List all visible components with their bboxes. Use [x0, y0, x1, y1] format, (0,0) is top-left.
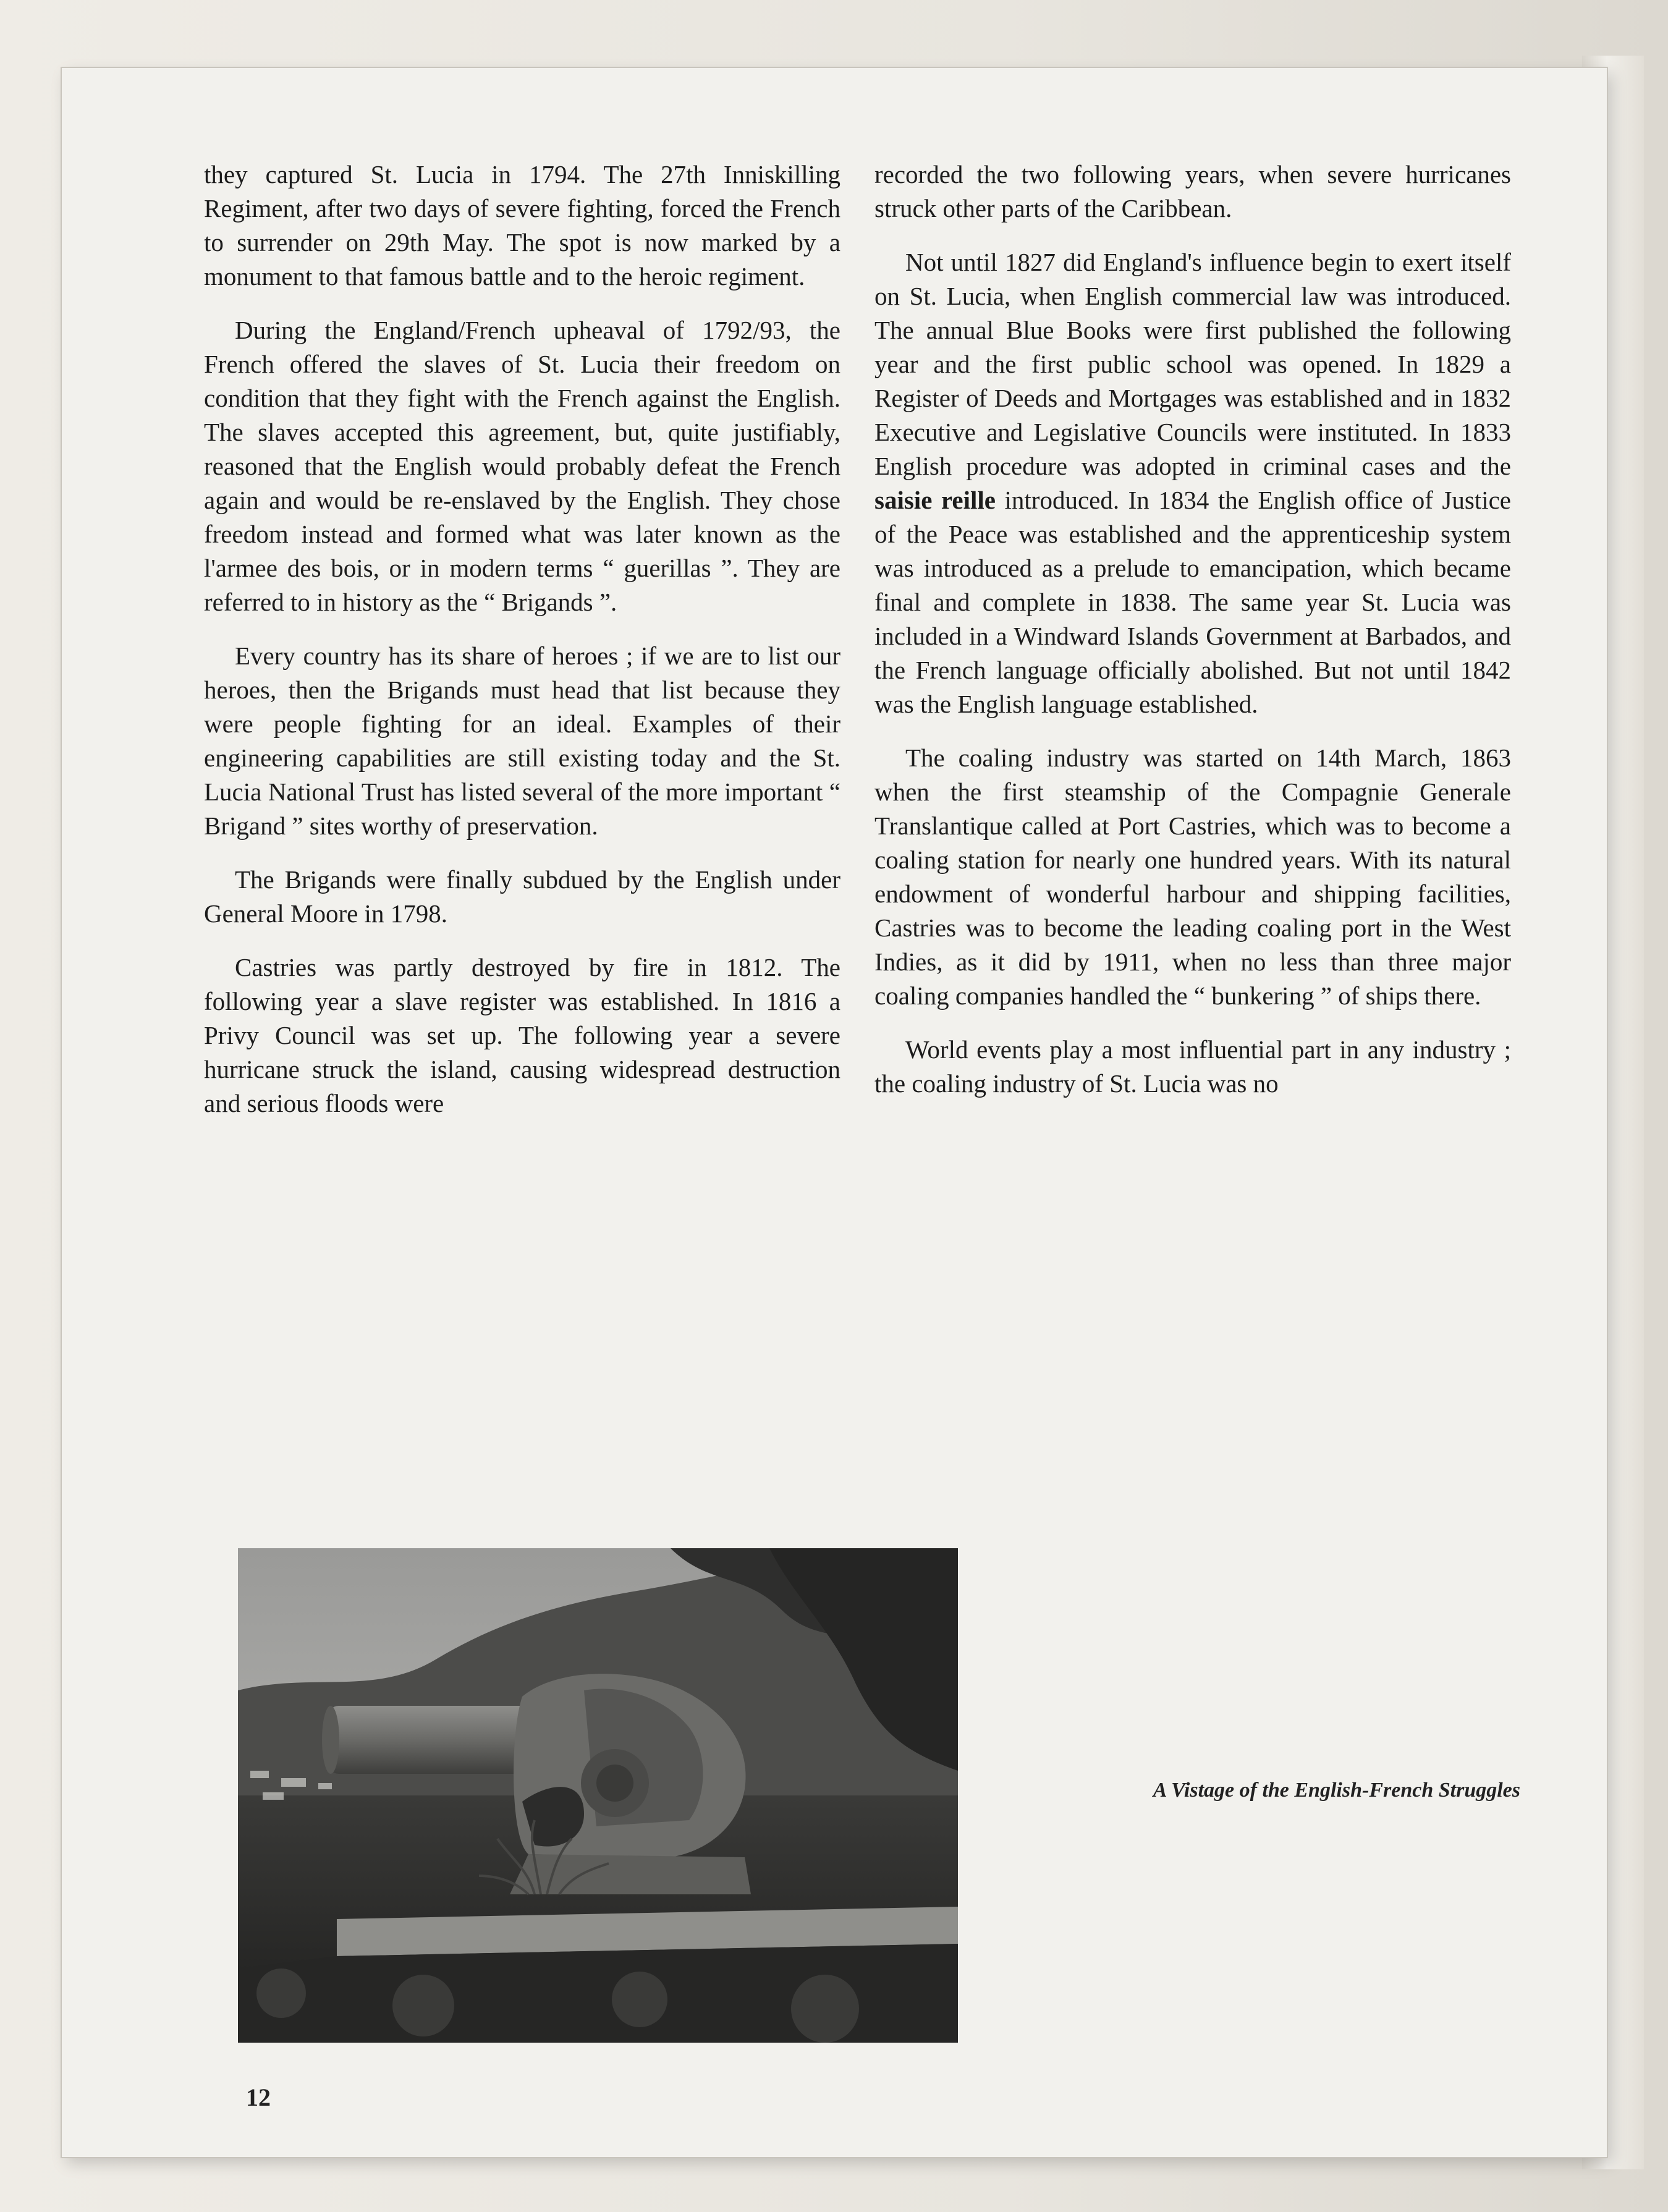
photo-caption: A Vistage of the English-French Struggles [1153, 1779, 1520, 1802]
paragraph: recorded the two following years, when severe hurricanes struck other parts of the Caribbean. [874, 160, 1511, 222]
left-column [204, 158, 840, 1140]
paragraph: they captured St. Lucia in 1794. The 27th Inniskilling Regiment, after two days of severe fighting, forced the French to surrender on 29th May. The spot is now marked by a monument to that famous battle and to the heroic regiment. [204, 160, 840, 290]
cannon-photo [238, 1548, 958, 2043]
paragraph: Not until 1827 did England's influence begin to exert itself on St. Lucia, when English commercial law was introduced. The annual Blue Books were first published the following year and the first public school was opened. In 1829 a Register of Deeds and Mortgages was established and in 1832 Executive and Legislative Councils were instituted. In 1833 English procedure was adopted in criminal cases and the saisie reille introduced. In 1834 the English office of Justice of the Peace was established and the apprenticeship system was introduced as a prelude to emancipation, which became final and complete in 1838. The same year St. Lucia was included in a Windward Islands Government at Barbados, and the French language officially abolished. But not until 1842 was the English language established. [874, 248, 1512, 718]
paragraph: The Brigands were finally subdued by the English under General Moore in 1798. [204, 865, 840, 928]
right-column [874, 158, 1511, 1121]
paragraph: During the England/French upheaval of 1792/93, the French offered the slaves of St. Lucia their freedom on condition that they fight with the French against the English. The slaves accepted this agreement, but, quite justifiably, reasoned that the English would probably defeat the French again and would be re-enslaved by the English. They chose freedom instead and formed what was later known as the l'armee des bois, or in modern terms “ guerillas ”. They are referred to in history as the “ Brigands ”. [204, 316, 840, 616]
page-number: 12 [246, 2083, 271, 2111]
cannon-photo-icon [238, 1548, 958, 2043]
paragraph: World events play a most influential part in any industry ; the coaling industry of St. Lucia was no [874, 1035, 1511, 1098]
bold-term: saisie reille [874, 486, 996, 514]
paragraph: Every country has its share of heroes ; if we are to list our heroes, then the Brigands must head that list because they were people fighting for an ideal. Examples of their engineering capabilities are still existing today and the St. Lucia National Trust has listed several of the more important “ Brigand ” sites worthy of preservation. [204, 642, 840, 840]
paragraph: The coaling industry was started on 14th March, 1863 when the first steamship of the Compagnie Generale Translantique called at Port Castries, which was to become a coaling station for nearly one hundred years. With its natural endowment of wonderful harbour and shipping facilities, Castries was to become the leading coaling port in the West Indies, as it did by 1911, when no less than three major coaling companies handled the “ bunkering ” of ships there. [874, 744, 1511, 1010]
paragraph: Castries was partly destroyed by fire in 1812. The following year a slave register was established. In 1816 a Privy Council was set up. The following year a severe hurricane struck the island, causing widespread destruction and serious floods were [204, 953, 840, 1117]
show-through-bleed [198, 1162, 865, 1459]
